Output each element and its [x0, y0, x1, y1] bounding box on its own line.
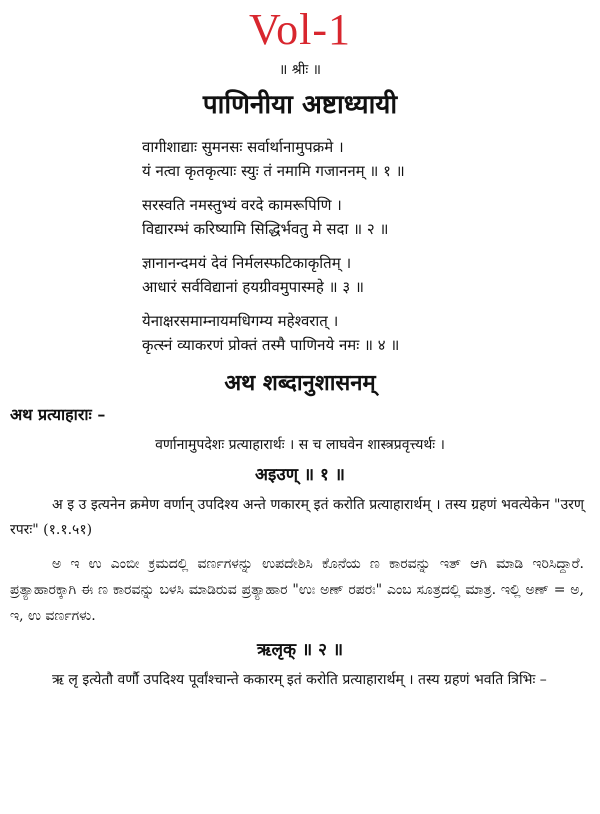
sutra-heading-2: ऋलृक् ॥ २ ॥ [256, 640, 344, 660]
verse-2 [142, 193, 600, 241]
verse-line: सरस्वति नमस्तुभ्यं वरदे कामरूपिणि । [142, 196, 342, 214]
verse-1 [142, 135, 600, 183]
verse-line: विद्यारम्भं करिष्यामि सिद्धिर्भवतु मे सदा ॥ २ ॥ [142, 220, 389, 238]
verse-line: ज्ञानानन्दमयं देवं निर्मलस्फटिकाकृतिम् । [142, 254, 352, 272]
verse-line: येनाक्षरसमाम्नायमधिगम्य महेश्वरात् । [142, 312, 339, 330]
verse-4 [142, 309, 600, 357]
commentary-kannada: ಅ ಇ ಉ ಎಂಬೀ ಕ್ರಮದಲ್ಲಿ ವರ್ಣಗಳನ್ನು ಉಪದೇಶಿಸಿ ಕೊನೆಯ ಣ ಕಾರವನ್ನು ಇತ್ ಆಗಿ ಮಾಡಿ ಇರಿಸಿದ್ದಾರೆ. ಪ್ರತ್ಯಾಹಾರಕ್ಕಾಗಿ ಈ ಣ ಕಾರವನ್ನು ಬಳಸಿ ಮಾಡಿರುವ ಪ್ರತ್ಯಾಹಾರ "ಉಃ ಅಣ್ ರಪರಃ" ಎಂಬ ಸೂತ್ರದಲ್ಲಿ ಮಾತ್ರ. ಇಲ್ಲಿ ಅಣ್ = ಅ, ಇ, ಉ ವರ್ಣಗಳು. [10, 556, 584, 624]
pratyahara-label: अथ प्रत्याहाराः – [10, 405, 106, 424]
page-title: पाणिनीया अष्टाध्यायी [202, 90, 398, 120]
sutra-heading-1: अइउण् ॥ १ ॥ [255, 465, 345, 485]
section-heading: अथ शब्दानुशासनम् [224, 370, 376, 396]
volume-label: Vol-1 [249, 5, 351, 54]
commentary-sanskrit-2: ऋ लृ इत्येतौ वर्णौ उपदिश्य पूर्वांश्चान्ते ककारम् इतं करोति प्रत्याहारार्थम् । तस्य ग्रहणं भवति त्रिभिः – [52, 672, 547, 688]
verse-line: वागीशाद्याः सुमनसः सर्वार्थानामुपक्रमे । [142, 138, 344, 156]
verse-3 [142, 251, 600, 299]
commentary-sanskrit: अ इ उ इत्यनेन क्रमेण वर्णान् उपदिश्य अन्ते णकारम् इतं करोति प्रत्याहारार्थम् । तस्य ग्रहणं भवत्येकेन "उरण् रपरः" (१.१.५१) [10, 497, 584, 538]
invocation-verses [142, 135, 600, 357]
invocation: ॥ श्रीः ॥ [278, 62, 322, 78]
verse-line: यं नत्वा कृतकृत्याः स्युः तं नमामि गजाननम् ॥ १ ॥ [142, 162, 405, 180]
verse-line: कृत्स्नं व्याकरणं प्रोक्तं तस्मै पाणिनये नमः ॥ ४ ॥ [142, 336, 400, 354]
pratyahara-line: वर्णानामुपदेशः प्रत्याहारार्थः । स च लाघवेन शास्त्रप्रवृत्त्यर्थः । [155, 437, 445, 453]
verse-line: आधारं सर्वविद्यानां हयग्रीवमुपास्महे ॥ ३ ॥ [142, 278, 364, 296]
